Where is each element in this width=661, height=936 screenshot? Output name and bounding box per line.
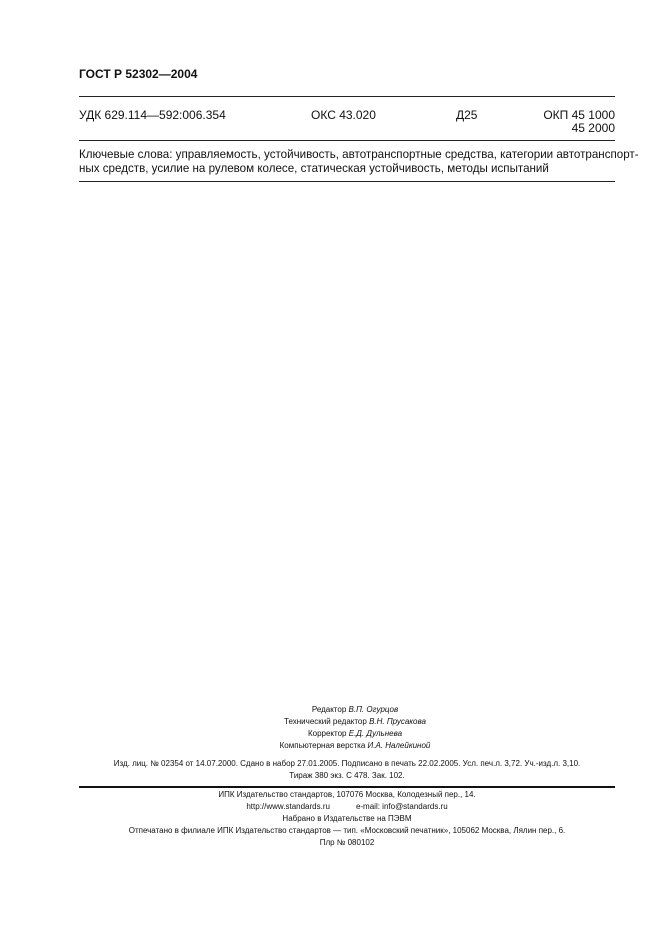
keywords-rule xyxy=(79,181,615,182)
publisher-email: e-mail: info@standards.ru xyxy=(355,802,448,811)
top-rule xyxy=(79,96,615,97)
publisher-line-5: Плр № 080102 xyxy=(319,838,375,847)
publisher-line-3: Набрано в Издательстве на ПЭВМ xyxy=(282,814,412,823)
credits-block xyxy=(250,704,460,752)
publisher-line-1: ИПК Издательство стандартов, 107076 Москва, Колодезный пер., 14. xyxy=(218,790,476,799)
imprint-line-2: Тираж 380 экз. С 478. Зак. 102. xyxy=(289,771,405,780)
publisher-contacts xyxy=(79,801,615,813)
mid-rule xyxy=(79,140,615,141)
credit-corrector: Корректор Е.Д. Дульнева xyxy=(307,729,403,738)
publisher-line-4: Отпечатано в филиале ИПК Издательство стандартов — тип. «Московский печатник», 105062 Москва, Лялин пер., 6. xyxy=(128,826,566,835)
udk-code: УДК 629.114—592:006.354 xyxy=(79,108,226,122)
okp-code: ОКП 45 1000 xyxy=(543,108,615,122)
credit-tech-editor: Технический редактор В.Н. Прусакова xyxy=(284,717,426,726)
standard-id: ГОСТ Р 52302—2004 xyxy=(79,67,198,81)
d-code: Д25 xyxy=(456,108,478,122)
oks-code: ОКС 43.020 xyxy=(311,108,376,122)
imprint-line-1: Изд. лиц. № 02354 от 14.07.2000. Сдано в набор 27.01.2005. Подписано в печать 22.02.2005. Усл. печ.л. 3,72. Уч.-изд.л. 3,10. xyxy=(113,759,581,768)
credit-editor: Редактор В.П. Огурцов xyxy=(311,705,399,714)
keywords-line-1: Ключевые слова: управляемость, устойчивость, автотранспортные средства, категории автотранспорт- xyxy=(79,148,639,161)
keywords-line-2: ных средств, усилие на рулевом колесе, статическая устойчивость, методы испытаний xyxy=(79,162,549,175)
credit-layout: Компьютерная верстка И.А. Налейкиной xyxy=(279,741,431,750)
bottom-rule xyxy=(79,786,615,788)
publisher-website: http://www.standards.ru xyxy=(246,802,330,811)
okp-code-2: 45 2000 xyxy=(571,121,615,135)
